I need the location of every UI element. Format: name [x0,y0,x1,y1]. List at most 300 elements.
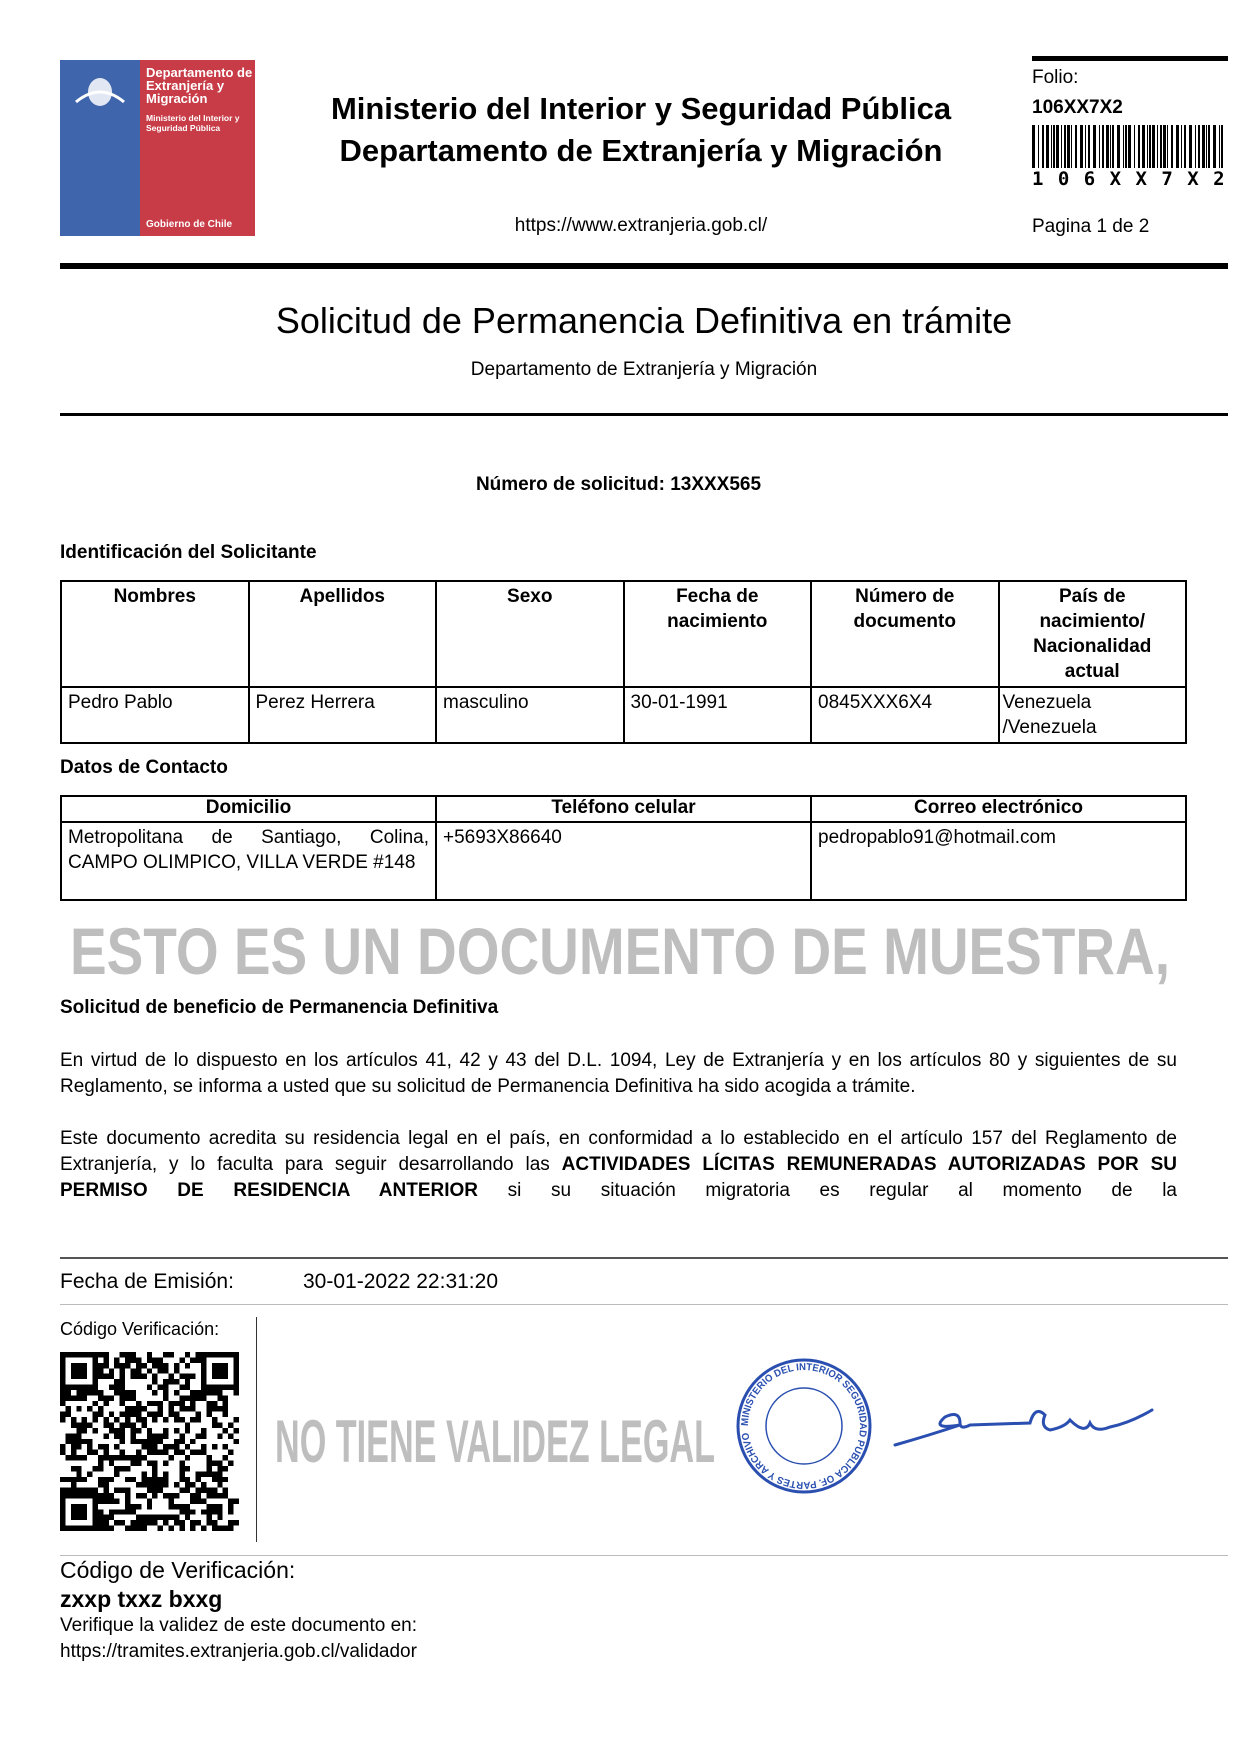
qr-module [114,1520,119,1525]
qr-module [234,1498,239,1503]
qr-module [163,1428,168,1433]
qr-module [114,1455,119,1460]
document-subtitle: Departamento de Extranjería y Migración [470,359,818,380]
qr-module [234,1385,239,1390]
qr-module [141,1423,146,1428]
qr-module [93,1450,98,1455]
qr-module [174,1379,179,1384]
qr-module [93,1363,98,1368]
qr-module [114,1379,119,1384]
qr-module [217,1423,222,1428]
barcode-bar [1195,125,1196,168]
qr-module [168,1493,173,1498]
qr-module [212,1385,217,1390]
col-pais: País de nacimiento/ Nacionalidad actual [999,581,1187,687]
qr-module [60,1515,65,1520]
qr-module [131,1374,136,1379]
qr-module [168,1498,173,1503]
qr-module [206,1520,211,1525]
barcode-bar [1176,125,1179,168]
contact-table [60,795,1187,901]
qr-module [196,1471,201,1476]
qr-module [98,1352,103,1357]
barcode-bar [1163,125,1166,168]
qr-module [141,1444,146,1449]
header-title-department: Departamento de Extranjería y Migración [339,133,943,168]
qr-module [190,1493,195,1498]
barcode-bar [1152,125,1155,168]
qr-module [185,1444,190,1449]
qr-module [206,1493,211,1498]
qr-module [71,1504,76,1509]
qr-module [131,1412,136,1417]
qr-module [201,1482,206,1487]
qr-module [217,1471,222,1476]
qr-module [98,1455,103,1460]
qr-module [114,1444,119,1449]
qr-module [147,1498,152,1503]
qr-module [174,1417,179,1422]
qr-module [125,1423,130,1428]
qr-module [93,1385,98,1390]
barcode-bar [1053,125,1055,168]
qr-module [174,1428,179,1433]
qr-module [201,1352,206,1357]
applicant-table [60,580,1187,744]
qr-module [76,1395,81,1400]
qr-module [147,1488,152,1493]
qr-module [71,1363,76,1368]
qr-module [212,1406,217,1411]
qr-module [190,1520,195,1525]
qr-module [76,1385,81,1390]
qr-module [185,1428,190,1433]
qr-module [201,1357,206,1362]
qr-module [152,1450,157,1455]
qr-module [76,1406,81,1411]
qr-module [163,1460,168,1465]
qr-module [228,1520,233,1525]
qr-module [179,1395,184,1400]
barcode-bar [1075,125,1077,168]
qr-module [223,1466,228,1471]
barcode-bar [1064,125,1066,168]
barcode-bar [1106,125,1109,168]
qr-module [234,1520,239,1525]
qr-module [185,1379,190,1384]
qr-module [141,1493,146,1498]
qr-module [141,1439,146,1444]
qr-module [152,1401,157,1406]
qr-module [93,1515,98,1520]
qr-module [190,1374,195,1379]
qr-module [228,1433,233,1438]
qr-module [87,1444,92,1449]
qr-module [147,1439,152,1444]
contact-heading: Datos de Contacto [60,757,228,778]
table-row [61,687,1186,743]
qr-module [60,1498,65,1503]
qr-module [223,1363,228,1368]
qr-separator [256,1317,257,1542]
qr-module [131,1423,136,1428]
qr-module [71,1417,76,1422]
barcode-bar [1149,125,1151,168]
qr-module [98,1493,103,1498]
barcode-bar [1051,125,1052,168]
qr-module [201,1379,206,1384]
qr-module [103,1395,108,1400]
qr-module [93,1498,98,1503]
qr-module [147,1444,152,1449]
qr-module [185,1509,190,1514]
qr-module [158,1401,163,1406]
barcode-bar [1213,125,1216,168]
qr-module [136,1406,141,1411]
qr-module [217,1526,222,1531]
qr-module [228,1498,233,1503]
qr-module [131,1455,136,1460]
qr-module [136,1368,141,1373]
qr-module [141,1515,146,1520]
benefit-paragraph-1: En virtud de lo dispuesto en los artículos 41, 42 y 43 del D.L. 1094, Ley de Extranjería y en los artículos 80 y siguientes de su Reglamento, se informa a usted que su solicitud de Permanencia Definitiva ha sido acogida a trámite. [60,1050,1177,1097]
qr-module [93,1488,98,1493]
qr-module [141,1477,146,1482]
qr-module [71,1477,76,1482]
qr-module [103,1520,108,1525]
qr-module [71,1374,76,1379]
qr-module [179,1526,184,1531]
qr-module [65,1477,70,1482]
qr-module [131,1477,136,1482]
barcode-bar [1167,125,1168,168]
qr-module [93,1374,98,1379]
qr-module [158,1477,163,1482]
qr-module [120,1520,125,1525]
qr-module [82,1488,87,1493]
qr-module [98,1412,103,1417]
barcode-bar [1142,125,1145,168]
qr-module [76,1455,81,1460]
qr-module [131,1526,136,1531]
verify-url[interactable]: https://tramites.extranjeria.gob.cl/validador [60,1641,417,1662]
barcode-bar [1056,125,1059,168]
qr-module [196,1498,201,1503]
qr-module [141,1374,146,1379]
qr-module [201,1395,206,1400]
barcode-bar [1093,125,1096,168]
col-fecha-nacimiento: Fecha de nacimiento [624,581,812,687]
qr-module [136,1412,141,1417]
qr-module [185,1488,190,1493]
qr-module [93,1466,98,1471]
qr-module [174,1450,179,1455]
qr-module [147,1433,152,1438]
qr-module [147,1357,152,1362]
qr-module [76,1423,81,1428]
qr-module [168,1406,173,1411]
qr-module [179,1450,184,1455]
qr-module [190,1526,195,1531]
qr-module [174,1412,179,1417]
qr-module [190,1450,195,1455]
qr-module [147,1504,152,1509]
barcode-bar [1219,125,1220,168]
qr-module [234,1357,239,1362]
watermark-line-2: NO TIENE VALIDEZ LEGAL [275,1408,715,1475]
qr-module [103,1498,108,1503]
qr-module [82,1395,87,1400]
qr-module [98,1498,103,1503]
qr-module [71,1482,76,1487]
qr-module [71,1488,76,1493]
qr-module [82,1428,87,1433]
qr-module [174,1444,179,1449]
qr-module [65,1395,70,1400]
qr-module [71,1433,76,1438]
folio-rule [1032,56,1228,61]
qr-module [228,1460,233,1465]
qr-module [217,1460,222,1465]
qr-module [179,1406,184,1411]
qr-module [103,1444,108,1449]
qr-module [206,1352,211,1357]
qr-module [109,1493,114,1498]
barcode-bar [1112,125,1114,168]
qr-module [206,1460,211,1465]
qr-module [120,1488,125,1493]
qr-module [158,1368,163,1373]
qr-module [168,1515,173,1520]
qr-module [120,1439,125,1444]
qr-module [103,1450,108,1455]
qr-module [179,1488,184,1493]
qr-module [190,1401,195,1406]
folio-number: 106XX7X2 [1032,97,1123,118]
qr-module [234,1428,239,1433]
qr-module [114,1363,119,1368]
barcode-bar [1138,125,1140,168]
qr-module [82,1417,87,1422]
qr-module [120,1423,125,1428]
qr-module [65,1385,70,1390]
qr-module [168,1455,173,1460]
watermark-band-1 [60,910,1190,990]
request-value: 13XXX565 [670,474,762,495]
qr-module [174,1401,179,1406]
qr-module [196,1477,201,1482]
qr-module [71,1515,76,1520]
qr-module [136,1374,141,1379]
qr-module [82,1368,87,1373]
barcode-bar [1123,125,1124,168]
qr-module [206,1401,211,1406]
qr-module [76,1363,81,1368]
qr-module [152,1520,157,1525]
qr-module [201,1450,206,1455]
qr-module [98,1460,103,1465]
barcode-bar [1080,125,1083,168]
qr-module [223,1455,228,1460]
qr-module [223,1526,228,1531]
qr-module [234,1374,239,1379]
qr-module [185,1477,190,1482]
qr-module [141,1455,146,1460]
verify-text: Verifique la validez de este documento en: [60,1615,418,1636]
qr-module [76,1477,81,1482]
barcode-bar [1046,125,1049,168]
qr-module [103,1423,108,1428]
qr-module [87,1493,92,1498]
qr-module [152,1482,157,1487]
qr-module [71,1526,76,1531]
qr-module [163,1482,168,1487]
qr-module [206,1466,211,1471]
qr-module [196,1412,201,1417]
qr-module [120,1379,125,1384]
qr-module [223,1477,228,1482]
qr-module [109,1455,114,1460]
qr-module [158,1482,163,1487]
qr-module [201,1390,206,1395]
qr-module [87,1471,92,1476]
cell-correo[interactable]: pedropablo91@hotmail.com [811,822,1186,900]
qr-module [185,1504,190,1509]
qr-module [98,1406,103,1411]
qr-module [125,1488,130,1493]
qr-module [147,1450,152,1455]
qr-module [228,1352,233,1357]
qr-module [98,1368,103,1373]
stamp-text: MINISTERIO DEL INTERIOR SEGURIDAD PUBLICA OF. PARTES Y ARCHIVO [739,1361,869,1491]
qr-module [212,1401,217,1406]
qr-module [125,1493,130,1498]
header-url[interactable]: https://www.extranjeria.gob.cl/ [514,215,768,236]
benefit-heading: Solicitud de beneficio de Permanencia Definitiva [60,997,499,1018]
qr-module [179,1520,184,1525]
qr-module [206,1390,211,1395]
qr-module [223,1385,228,1390]
qr-module [201,1526,206,1531]
qr-module [109,1515,114,1520]
barcode-bar [1134,125,1135,168]
qr-module [206,1406,211,1411]
qr-module [98,1477,103,1482]
watermark-line-1: ESTO ES UN DOCUMENTO DE MUESTRA, [70,914,1170,988]
barcode-bar [1128,125,1131,168]
qr-module [201,1444,206,1449]
qr-module [201,1374,206,1379]
qr-module [234,1363,239,1368]
watermark-band-2 [270,1400,720,1480]
signature-icon [890,1395,1160,1450]
qr-module [71,1368,76,1373]
qr-module [136,1417,141,1422]
qr-module [71,1352,76,1357]
qr-module [174,1493,179,1498]
qr-module [223,1412,228,1417]
qr-module [103,1417,108,1422]
qr-module [179,1509,184,1514]
cell-pais: Venezuela /Venezuela [999,687,1187,743]
logo-department: Departamento de Extranjería y Migración [146,65,253,106]
qr-module [114,1417,119,1422]
qr-module [103,1455,108,1460]
emission-divider [60,1304,1228,1305]
qr-module [174,1520,179,1525]
qr-module [120,1450,125,1455]
qr-module [168,1352,173,1357]
qr-module [60,1363,65,1368]
qr-module [109,1428,114,1433]
qr-module [152,1477,157,1482]
qr-module [125,1417,130,1422]
barcode-bar [1208,125,1210,168]
verification-code-label: Código de Verificación: [60,1557,296,1583]
qr-module [114,1433,119,1438]
qr-module [228,1423,233,1428]
qr-module [71,1439,76,1444]
qr-module [82,1423,87,1428]
qr-module [152,1433,157,1438]
qr-module [60,1357,65,1362]
qr-module [76,1428,81,1433]
qr-module [223,1444,228,1449]
qr-module [223,1493,228,1498]
col-sexo: Sexo [436,581,624,687]
qr-module [212,1417,217,1422]
qr-module [71,1493,76,1498]
qr-module [109,1374,114,1379]
qr-module [114,1488,119,1493]
qr-module [103,1493,108,1498]
qr-module [152,1379,157,1384]
qr-module [206,1412,211,1417]
qr-module [60,1395,65,1400]
qr-module [174,1390,179,1395]
qr-module [179,1417,184,1422]
qr-module [125,1466,130,1471]
qr-module [125,1363,130,1368]
qr-module [103,1477,108,1482]
qr-module [125,1504,130,1509]
qr-module [109,1385,114,1390]
qr-module [228,1509,233,1514]
barcode-bar [1067,125,1070,168]
qr-module [71,1466,76,1471]
qr-module [217,1390,222,1395]
request-label: Número de solicitud: [475,474,665,495]
qr-module [152,1515,157,1520]
footer-divider [60,1257,1228,1259]
qr-module [131,1357,136,1362]
barcode-bar [1160,125,1162,168]
qr-module [76,1352,81,1357]
barcode-bar [1181,125,1182,168]
qr-module [163,1444,168,1449]
qr-module [103,1352,108,1357]
qr-module [120,1433,125,1438]
qr-module [82,1352,87,1357]
qr-module [131,1509,136,1514]
qr-module [147,1460,152,1465]
qr-module [206,1515,211,1520]
qr-module [60,1493,65,1498]
qr-module [109,1368,114,1373]
qr-module [136,1504,141,1509]
qr-module [147,1482,152,1487]
qr-module [65,1390,70,1395]
